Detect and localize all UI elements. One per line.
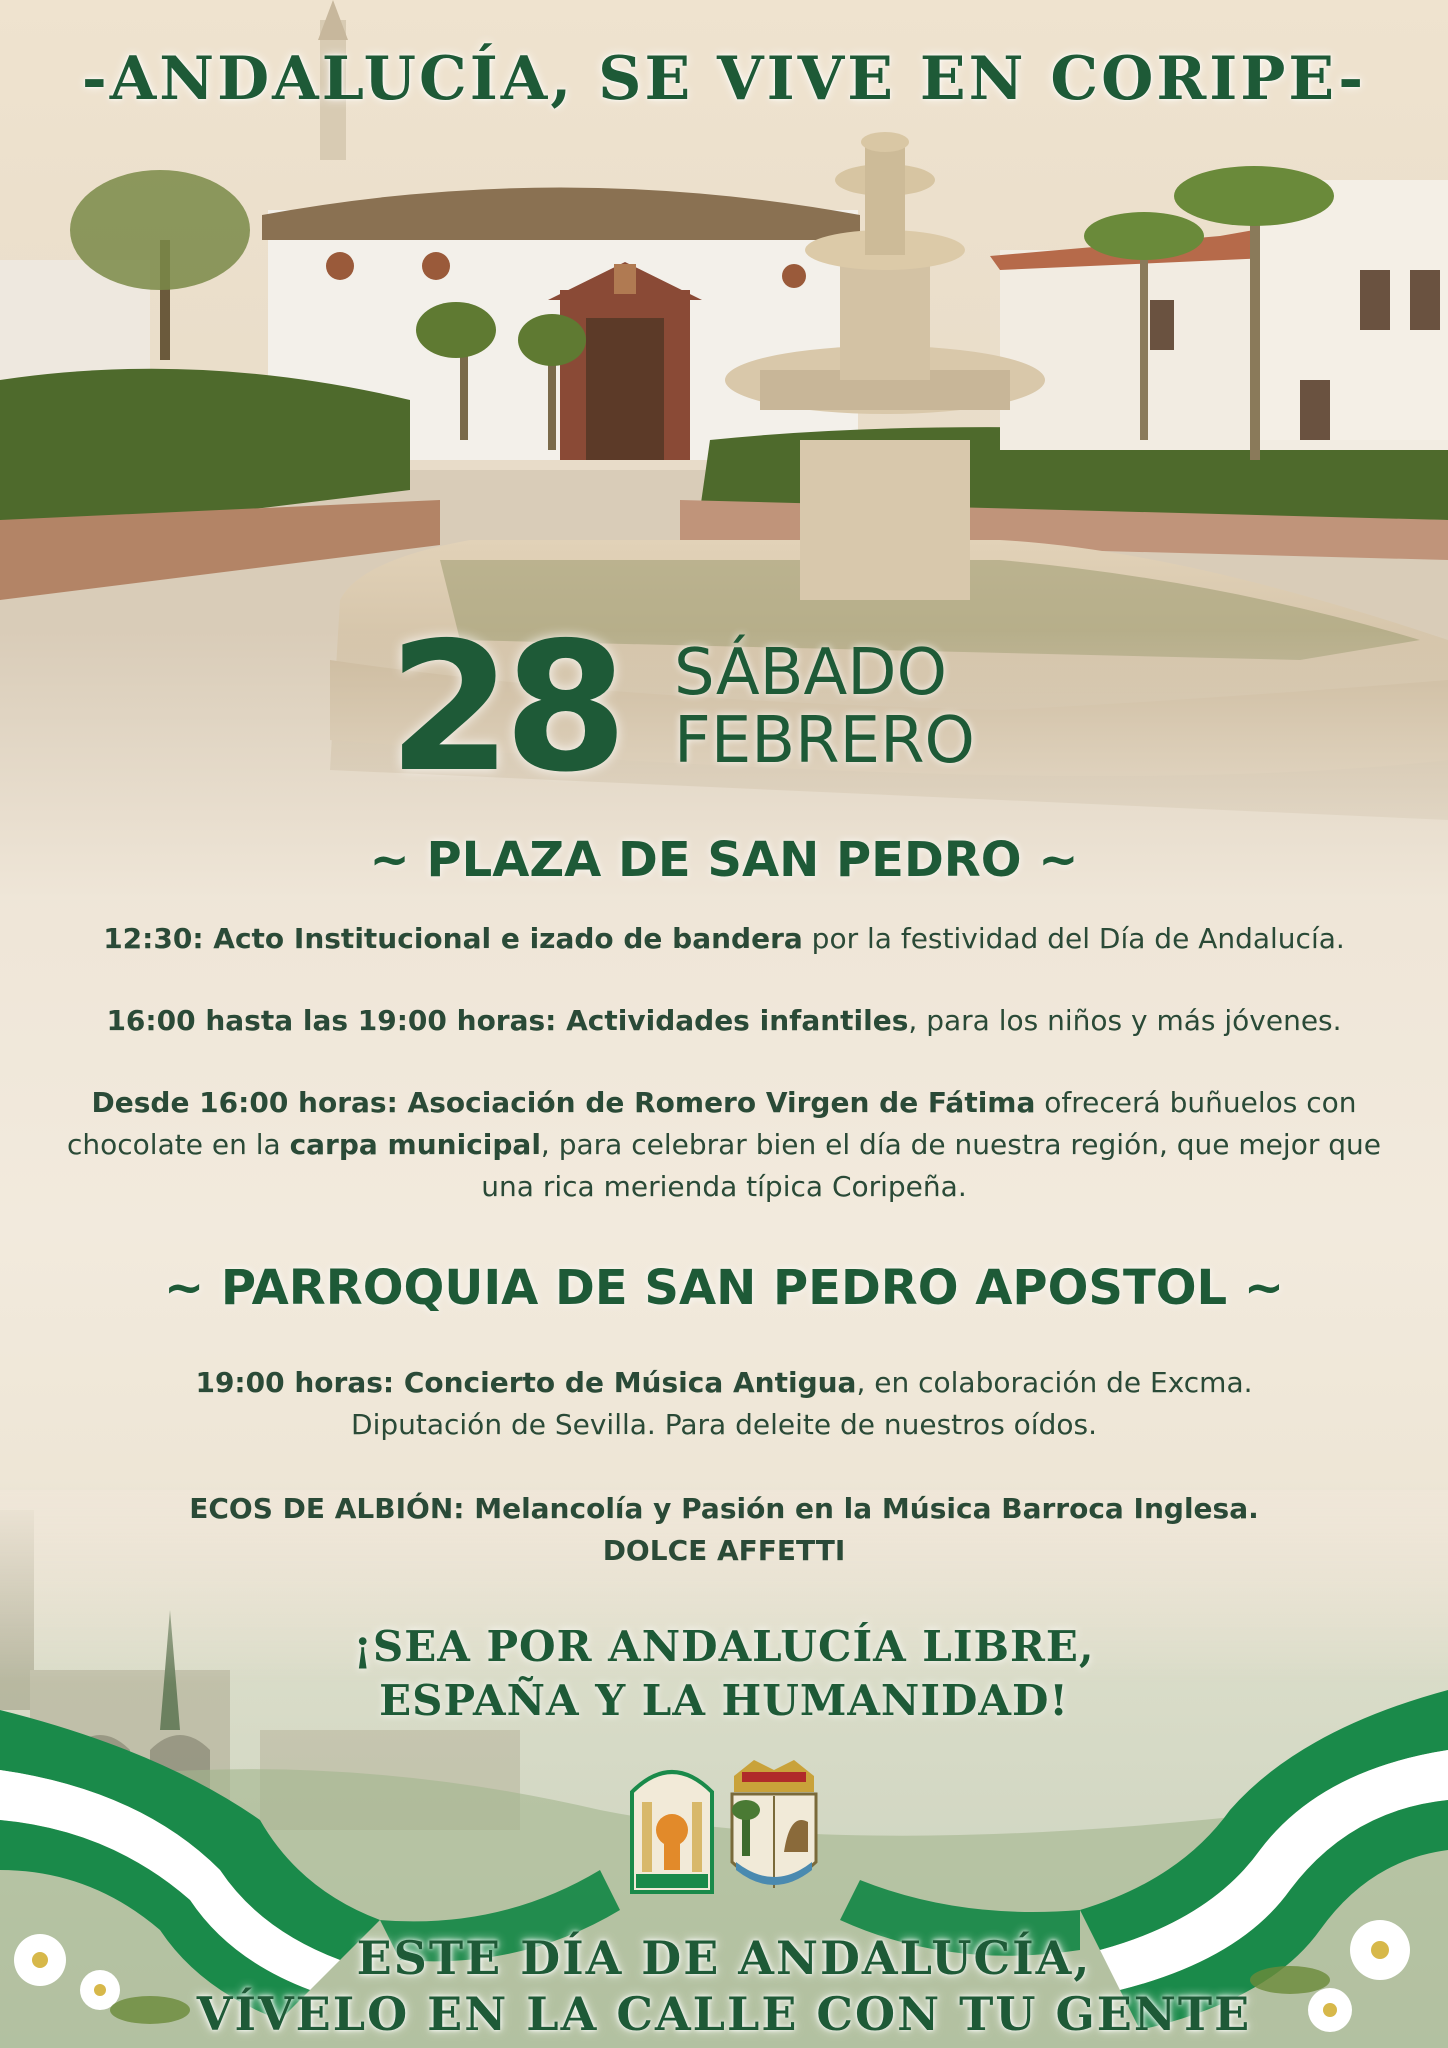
andalucia-motto [0, 1620, 1448, 1728]
poster-headline: -ANDALUCÍA, SE VIVE EN CORIPE- [81, 44, 1367, 114]
event-highlight: 12:30: Acto Institucional e izado de bandera [103, 922, 803, 955]
event-item [40, 918, 1408, 960]
motto-line: ESPAÑA Y LA HUMANIDAD! [379, 1676, 1069, 1725]
event-text: , para los niños y más jóvenes. [908, 1004, 1342, 1037]
event-text: , en colaboración de Excma. Diputación de Sevilla. Para deleite de nuestros oídos. [351, 1366, 1253, 1441]
event-item [40, 1488, 1408, 1572]
event-highlight: 16:00 hasta las 19:00 horas: Actividades infantiles [106, 1004, 909, 1037]
event-highlight: Desde 16:00 horas: Asociación de Romero Virgen de Fátima [91, 1086, 1036, 1119]
motto-line: ¡SEA POR ANDALUCÍA LIBRE, [353, 1622, 1095, 1671]
date-weekday: SÁBADO [674, 636, 947, 710]
section-title-plaza: ~ PLAZA DE SAN PEDRO ~ [369, 832, 1079, 888]
event-text: por la festividad del Día de Andalucía. [802, 922, 1345, 955]
event-item [160, 1362, 1288, 1446]
section-title-parroquia: ~ PARROQUIA DE SAN PEDRO APOSTOL ~ [163, 1260, 1285, 1316]
event-text: , para celebrar bien el día de nuestra región, que mejor que una rica merienda típica Coripeña. [481, 1128, 1381, 1203]
coats-of-arms [624, 1752, 824, 1902]
closing-line: VÍVELO EN LA CALLE CON TU GENTE [196, 1987, 1252, 2041]
event-highlight: 19:00 horas: Concierto de Música Antigua [195, 1366, 857, 1399]
closing-message [0, 1930, 1448, 2042]
date-month: FEBRERO [674, 704, 975, 778]
concert-title: ECOS DE ALBIÓN: Melancolía y Pasión en la Música Barroca Inglesa. [189, 1492, 1259, 1525]
ensemble-name: DOLCE AFFETTI [602, 1534, 846, 1567]
coripe-coat-of-arms-icon [732, 1760, 816, 1888]
event-item [60, 1082, 1388, 1208]
event-highlight: carpa municipal [289, 1128, 541, 1161]
andalucia-coat-of-arms-icon [632, 1772, 712, 1892]
event-date [388, 604, 1088, 811]
event-item [40, 1000, 1408, 1042]
date-day: 28 [388, 604, 620, 811]
event-text: ofrecerá buñuelos con chocolate en la [67, 1086, 1357, 1161]
closing-line: ESTE DÍA DE ANDALUCÍA, [356, 1931, 1092, 1985]
